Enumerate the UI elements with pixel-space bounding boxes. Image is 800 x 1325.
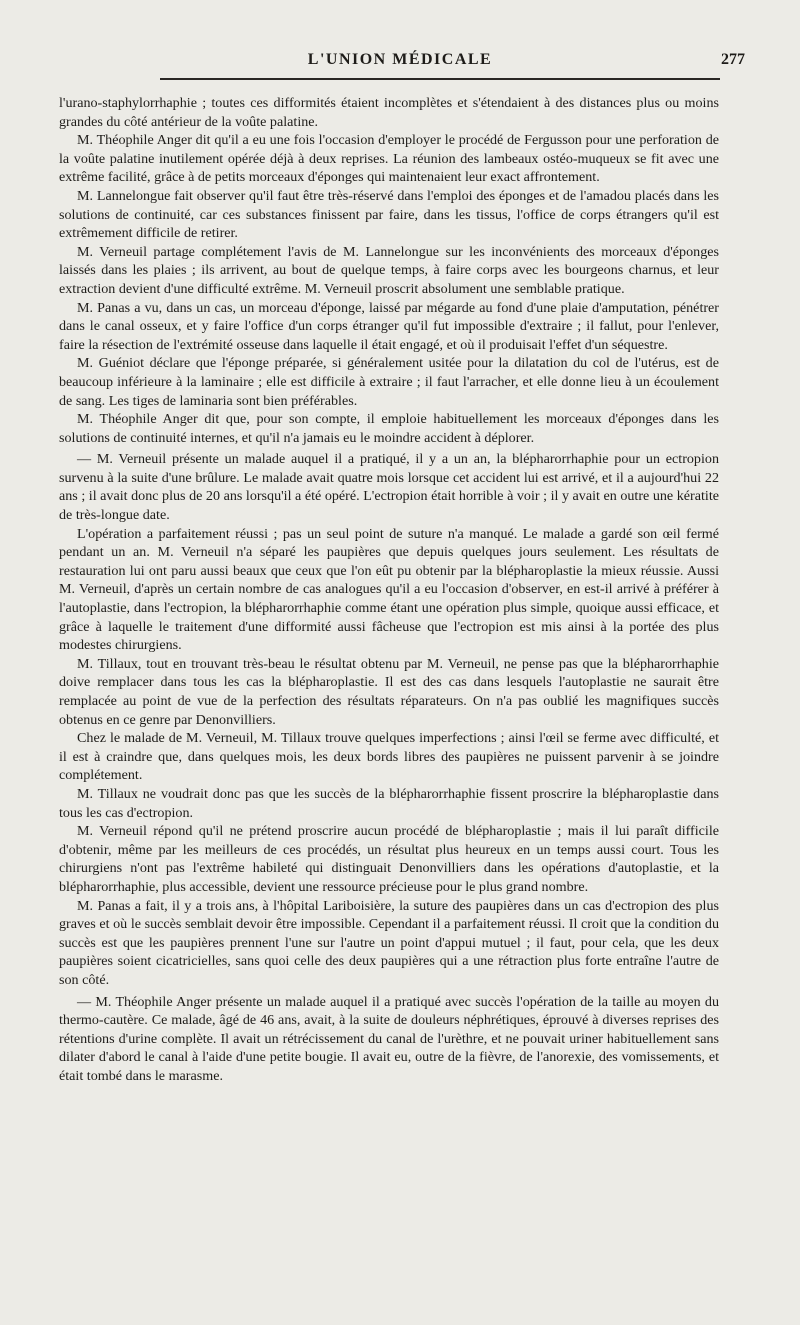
- paragraph-anger-eponges: M. Théophile Anger dit que, pour son compte, il emploie habituellement les morceaux d'éponges dans les solutions de continuité internes, et qu'il n'a jamais eu le moindre accident à déplorer.: [59, 411, 719, 446]
- page-number: 277: [721, 51, 745, 68]
- paragraph-tillaux-2: Chez le malade de M. Verneuil, M. Tillaux trouve quelques imperfections ; ainsi l'œil se ferme avec difficulté, et il est à craindre que, dans quelques mois, les deux bords libres des paupières ne puissent parvenir à se joindre complétement.: [59, 730, 719, 784]
- paragraph-panas-amputation: M. Panas a vu, dans un cas, un morceau d'éponge, laissé par mégarde au fond d'une plaie d'amputation, pénétrer dans le canal osseux, et y faire l'office d'un corps étranger qu'il fut impossible d'extraire ; il fallut, pour l'enlever, faire la résection de l'extrémité osseuse dans laquelle il était engagé, et où il produisait l'effet d'un séquestre.: [59, 299, 719, 353]
- paragraph-verneuil-repond: M. Verneuil répond qu'il ne prétend proscrire aucun procédé de blépharoplastie ; mais il lui paraît difficile d'obtenir, même par les meilleurs de ces procédés, un résultat plus heureux en un temps aussi court. Tous les chirurgiens n'ont pas l'extrême habileté qui distinguait Denonvilliers dans les opérations d'autoplastie, et la blépharorrhaphie, plus accessible, devient une ressource précieuse pour le plus grand nombre.: [59, 823, 719, 895]
- paragraph-anger-fergusson: M. Théophile Anger dit qu'il a eu une fois l'occasion d'employer le procédé de Fergusson pour une perforation de la voûte palatine inutilement opérée déjà à deux reprises. La réunion des lambeaux ostéo-muqueux se fit avec une extrême facilité, grâce à de petits morceaux d'éponges qui maintenaient leur exact affrontement.: [59, 132, 719, 186]
- paragraph-operation-reussie: L'opération a parfaitement réussi ; pas un seul point de suture n'a manqué. Le malade a gardé son œil fermé pendant un an. M. Verneuil n'a séparé les paupières que depuis quelques jours seulement. Les résultats de restauration lui ont paru aussi beaux que ceux que l'on eût pu obtenir par la blépharoplastie la mieux réussie. Aussi M. Verneuil, d'après un certain nombre de cas analogues qu'il a eu l'occasion d'observer, en est-il arrivé à préférer à l'autoplastie, dans l'ectropion, la blépharorrhaphie comme étant une opération plus simple, quoique aussi efficace, et grâce à laquelle le traitement d'une difformité aussi fâcheuse que l'ectropion est mis ainsi à la portée des plus modestes chirurgiens.: [59, 525, 719, 654]
- paragraph-tillaux-1: M. Tillaux, tout en trouvant très-beau le résultat obtenu par M. Verneuil, ne pense pas que la blépharorrhaphie doive remplacer dans tous les cas la blépharoplastie. Il est des cas dans lesquels l'autoplastie ne saurait être remplacée au point de vue de la perfection des résultats réparateurs. On n'a pas oublié les magnifiques succès obtenus en ce genre par Denonvilliers.: [59, 655, 719, 728]
- article-body: [59, 94, 719, 1085]
- paragraph-tillaux-3: M. Tillaux ne voudrait donc pas que les succès de la blépharorrhaphie fissent proscrire la blépharoplastie dans tous les cas d'ectropion.: [59, 785, 719, 821]
- paragraph-verneuil-eponges: M. Verneuil partage complétement l'avis de M. Lannelongue sur les inconvénients des morceaux d'éponges laissés dans les plaies ; ils arrivent, au bout de quelque temps, à faire corps avec les bourgeons charnus, et leur extraction devient d'une difficulté extrême. M. Verneuil proscrit absolument une semblable pratique.: [59, 243, 719, 297]
- header-rule: [160, 78, 720, 80]
- paragraph-anger-taille: — M. Théophile Anger présente un malade auquel il a pratiqué avec succès l'opération de la taille au moyen du thermo-cautère. Ce malade, âgé de 46 ans, avait, à la suite de douleurs néphrétiques, éprouvé à diverses reprises des rétentions d'urine complète. Il avait un rétrécissement du canal de l'urèthre, et ne pouvait uriner habituellement sans dilater d'abord le canal à l'aide d'une petite bougie. Il avait eu, outre de la fièvre, de l'anorexie, des vomissements, et était tombé dans le marasme.: [59, 993, 719, 1084]
- paragraph-gueniot: M. Guéniot déclare que l'éponge préparée, si généralement usitée pour la dilatation du col de l'utérus, est de beaucoup inférieure à la laminaire ; elle est difficile à extraire ; il faut l'arracher, et elle donne lieu à un écoulement de sang. Les tiges de laminaria sont bien préférables.: [59, 355, 719, 409]
- journal-title: L'UNION MÉDICALE: [307, 51, 493, 68]
- paragraph-verneuil-blepharorrhaphie: — M. Verneuil présente un malade auquel il a pratiqué, il y a un an, la blépharorrhaphie pour un ectropion survenu à la suite d'une brûlure. Le malade avait quatre mois lorsque cet accident lui est arrivé, et il a aujourd'hui 22 ans ; il avait donc plus de 20 ans lorsqu'il a été opéré. L'ectropion était horrible à voir ; il y avait en outre une kératite de très-longue date.: [59, 451, 719, 524]
- running-header: [0, 51, 800, 75]
- paragraph-urano: l'urano-staphylorrhaphie ; toutes ces difformités étaient incomplètes et s'étendaient à des distances plus ou moins grandes du côté antérieur de la voûte palatine.: [59, 95, 719, 130]
- paragraph-lannelongue: M. Lannelongue fait observer qu'il faut être très-réservé dans l'emploi des éponges et de l'amadou placés dans les solutions de continuité, car ces substances finissent par faire, dans les tissus, l'office de corps étrangers qu'il est extrêmement difficile de retirer.: [59, 187, 719, 242]
- paragraph-panas-lariboisiere: M. Panas a fait, il y a trois ans, à l'hôpital Lariboisière, la suture des paupières dans un cas d'ectropion des plus graves et où le succès semblait devoir être impossible. Cependant il a parfaitement réussi. Il croit que la condition du succès est que les paupières prennent l'une sur l'autre un point d'appui mutuel ; il faut, pour cela, que les deux paupières soient cicatricielles, sans quoi celle des deux paupières qui a une rétraction plus forte entraîne l'autre de son côté.: [59, 897, 719, 988]
